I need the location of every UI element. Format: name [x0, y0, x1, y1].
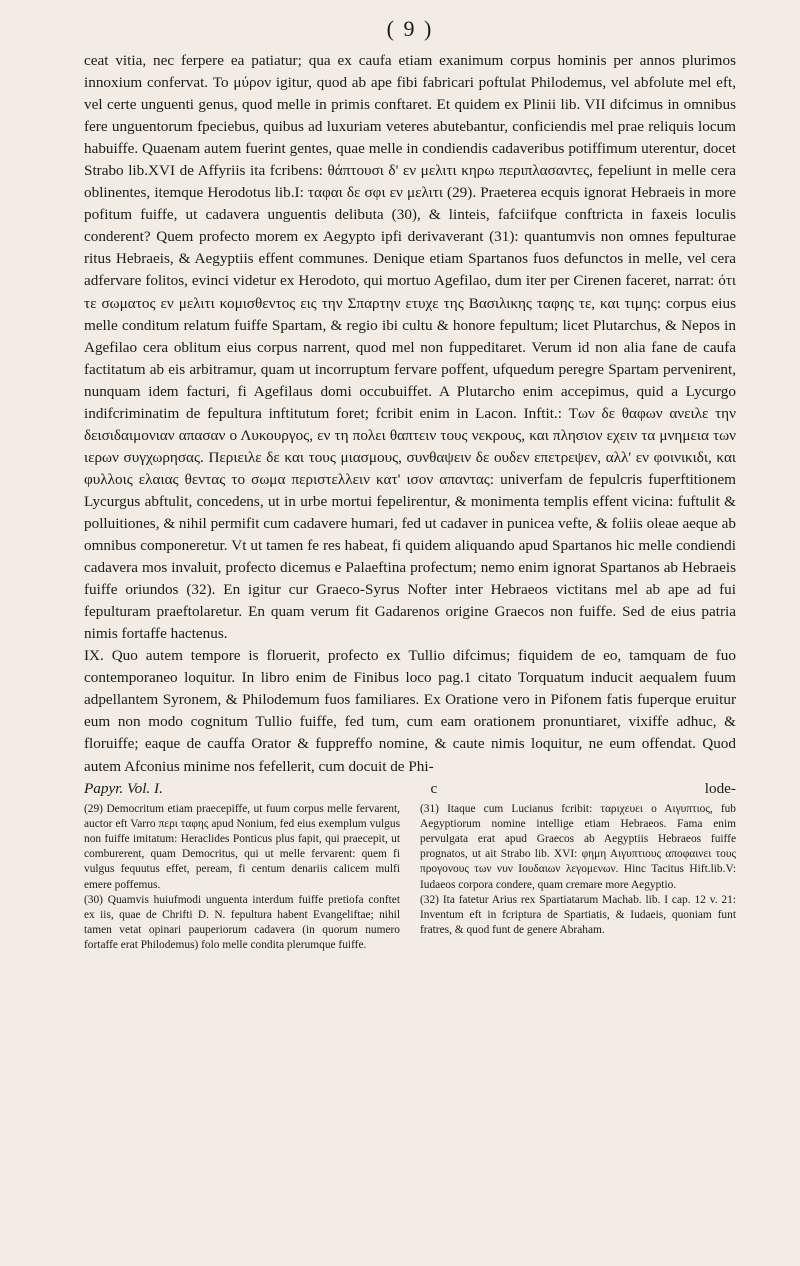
catchword: lode- — [704, 779, 736, 797]
footnotes — [84, 802, 736, 954]
page-footer-line — [84, 778, 736, 800]
footnote-32: (32) Ita fatetur Arius rex Spartiatarum Machab. lib. I cap. 12 v. 21: Inventum eft in fcriptura de Spartiatis, & Iudaeis, quoniam funt fratres, & quod funt de genere Abraham. — [420, 893, 736, 937]
paragraph-2: IX. Quo autem tempore is floruerit, profecto ex Tullio difcimus; fiquidem de eo, tamquam de fuo contemporaneo loquitur. In libro enim de Finibus loco pag.1 citato Torquatum inducit aequalem fuum adpellantem Syronem, & Philodemum fuos familiares. Ex Oratione vero in Pifonem fatis fuperque eruitur eum non modo cognitum Tullio fuiffe, fed tum, cum eam orationem pronuntiaret, vixiffe adhuc, & floruiffe; eaque de cauffa Orator & fuppreffo nomine, & caute nimis loquitur, ne eum offendat. Quod autem Afconius minime nos fefellerit, cum docuit de Phi- — [84, 647, 736, 775]
footnote-29: (29) Democritum etiam praecepiffe, ut fuum corpus melle fervarent, auctor eft Varro περι ταφης apud Nonium, fed eius exemplum vulgus non fuiffe imitatum: Heraclides Ponticus plus fapit, qui praecepit, ut comburerent, quam Democritus, qui ut melle fervarent: quem fi vulgus fequutus effet, peream, fi centum denariis calicem mulfi emere poffemus. — [84, 802, 400, 891]
main-text — [84, 50, 736, 778]
page-number: ( 9 ) — [386, 16, 434, 41]
signature-mark: c — [430, 779, 438, 797]
footnote-30: (30) Quamvis huiufmodi unguenta interdum fuiffe pretiofa conftet ex iis, quae de Chrifti D. N. fepultura habent Evangeliftae; nihil tamen vetat opinari pauperiorum cadavera (in quorum numero fortaffe erat Philodemus) folo melle condita plerumque fuiffe. — [84, 893, 400, 952]
footnotes-left-column — [84, 802, 400, 954]
footnote-31: (31) Itaque cum Lucianus fcribit: ταριχευει ο Αιγυπτιος, fub Aegyptiorum nomine intellige etiam Hebraeos. Fama enim pervulgata erat apud Graecos ab Aegyptiis Hebraeos fuiffe prognatos, ut ait Strabo lib. XVI: φημη Αιγυπτιους αποφαινει τους προγονους των νυν Ιουδαιων λεγομενων. Hinc Tacitus Hift.lib.V: Iudaeos corpora condere, quam cremare more Aegyptio. — [420, 802, 736, 891]
footnotes-right-column — [420, 802, 736, 954]
paragraph-1: ceat vitia, nec ferpere ea patiatur; qua ex caufa etiam exanimum corpus hominis per annos plurimos innoxium confervat. Το μύρον igitur, quod ab ape fibi fabricari poftulat Philodemus, vel abfolute mel eft, vel certe unguenti genus, quod melle in primis conftaret. Et quidem ex Plinii lib. VII difcimus in omnibus fere unguentorum fpeciebus, quibus ad luxuriam veteres abutebantur, conficiendis mel prae reliquis locum habuiffe. Quaenam autem fuerint gentes, quae melle in condiendis cadaveribus potiffimum uterentur, docet Strabo lib.XVI de Affyriis ita fcribens: θάπτουσι δ' εν μελιτι κηρω περιπλασαντες, fepeliunt in melle cera oblinentes, itemque Herodotus lib.I: ταφαι δε σφι εν μελιτι (29). Praeterea ecquis ignorat Hebraeis in more pofitum fuiffe, ut cadavera unguentis delibuta (30), & linteis, fafciifque conftricta in faxeis loculis conderent? Quem profecto morem ex Aegypto ipfi derivaverant (31): quantumvis non omnes fepulturae ritus Hebraeis, & Aegyptiis effent communes. Denique etiam Spartanos fuos defunctos in melle, vel cera adfervare folitos, evinci videtur ex Herodoto, qui mortuo Agefilao, dum iter per Cirenen faceret, narrat: ότι τε σωματος εν μελιτι κομισθεντος εις την Σπαρτην ετυχε της Βασιλικης ταφης τε, και τιμης: corpus eius melle conditum relatum fuiffe Spartam, & regio ibi cultu & honore fepultum; licet Plutarchus, & Nepos in Agefilao cera oblitum eius corpus narrent, quod mel non fuppeditaret. Verum id non alia fane de caufa factitatum ab eis arbitramur, quam ut incorruptum fervare poffent, ufquedum peregre Spartam pervenirent, nunquam idem facturi, fi Agefilaus domi occubuiffet. A Plutarcho enim accepimus, quid a Lycurgo indifcriminatim de fepultura inftitutum foret; fcribit enim in Lacon. Inftit.: Των δε θαφων ανειλε την δεισιδαιμονιαν απασαν ο Λυκουργος, εν τη πολει θαπτειν τους νεκρους, και πλησιον εχειν τα μνημεια των ιερων συγχωρησας. Περιειλε δε και τους μιασμους, συνθαψειν δε ουδεν επετρεψεν, αλλ' εν φοινικιδι, και φυλλοις ελαιας θεντας το σωμα περιστελλειν κατ' ισον απαντας: univerfam de fepulcris fuperftitionem Lycurgus abftulit, concedens, ut in urbe mortui fepelirentur, & monimenta templis effent vicina: fuftulit & polluitiones, & nihil permifit cum cadavere humari, fed ut cadaver in punicea vefte, & foliis oleae aeque ab omnibus componeretur. Vt ut tamen fe res habeat, fi quidem aliquando apud Spartanos hic melle condiendi cadavera mos invaluit, profecto dicemus e Palaeftina profectum; nemo enim ignorat Spartanos ab Hebraeis fuiffe oriundos (32). En igitur cur Graeco-Syrus Nofter inter Hebraeos victitans mel ab ape ad fui fepulturam praeftolaretur. En quam verum fit Gadarenos origine Graecos non fuiffe. Sed de eius patria nimis fortaffe hactenus. — [84, 52, 736, 643]
volume-label: Papyr. Vol. I. — [84, 779, 163, 797]
